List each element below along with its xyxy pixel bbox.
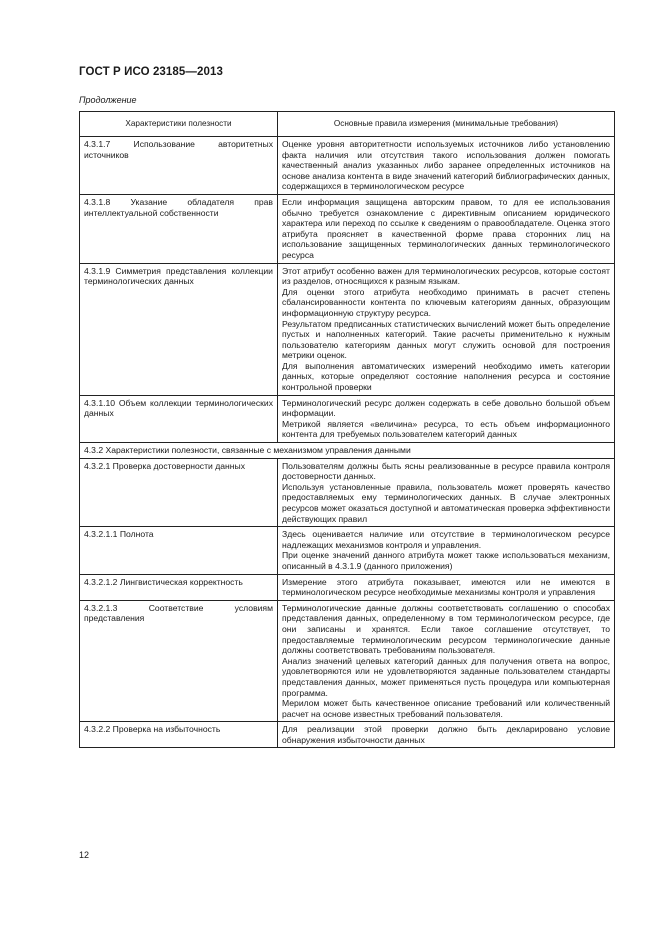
measurement-rule-cell bbox=[278, 395, 615, 442]
page-number: 12 bbox=[79, 850, 90, 860]
table-row bbox=[80, 194, 615, 263]
column-header: Основные правила измерения (минимальные требования) bbox=[278, 112, 615, 137]
table-row bbox=[80, 458, 615, 527]
rule-paragraph: Для реализации этой проверки должно быть декларировано условие обнаружения избыточности данных bbox=[282, 724, 610, 745]
table-row bbox=[80, 574, 615, 600]
table-row bbox=[80, 137, 615, 195]
characteristic-cell: 4.3.2.1.2 Лингвистическая корректность bbox=[80, 574, 278, 600]
characteristic-cell: 4.3.1.9 Симметрия представления коллекции терминологических данных bbox=[80, 263, 278, 395]
rule-paragraph: Мерилом может быть качественное описание требований или количественный расчет на основе известных требований пользователя. bbox=[282, 698, 610, 719]
rule-paragraph: Для выполнения автоматических измерений необходимо иметь категории данных, которые определяют состояние наполнения ресурса и состояние контрольной проверки bbox=[282, 360, 610, 393]
rule-paragraph: Для оценки этого атрибута необходимо принимать в расчет степень сбалансированности контента по ключевым категориям данных, образующим информационную структуру ресурса. bbox=[282, 286, 610, 318]
rule-paragraph: При оценке значений данного атрибута может также использоваться механизм, описанный в 4.3.1.9 (данного приложения) bbox=[282, 550, 610, 571]
column-header: Характеристики полезности bbox=[80, 112, 278, 137]
rule-paragraph: Метрикой является «величина» ресурса, то есть объем информационного контента для требуемых пользователем категорий данных bbox=[282, 418, 610, 440]
measurement-rule-cell bbox=[278, 194, 615, 263]
rule-paragraph: Этот атрибут особенно важен для терминологических ресурсов, которые состоят из разделов, относящихся к разным языкам. bbox=[282, 265, 610, 287]
measurement-rule-cell bbox=[278, 263, 615, 395]
usefulness-table bbox=[79, 111, 615, 748]
section-title: 4.3.2 Характеристики полезности, связанные с механизмом управления данными bbox=[80, 443, 615, 459]
continuation-label: Продолжение bbox=[79, 95, 137, 105]
document-header: ГОСТ Р ИСО 23185—2013 bbox=[79, 66, 224, 78]
measurement-rule-cell bbox=[278, 527, 615, 574]
table-row bbox=[80, 722, 615, 748]
section-row bbox=[80, 443, 615, 459]
rule-paragraph: Оценке уровня авторитетности используемых источников либо установлению факта наличия или отсутствия такого использования должен помогать качественный анализ указанных либо заранее определенных источников на основе анализа контента в виде значений категорий библиографических данных, содержащихся в терминологическом ресурсе bbox=[282, 139, 610, 192]
measurement-rule-cell bbox=[278, 574, 615, 600]
characteristic-cell: 4.3.1.10 Объем коллекции терминологических данных bbox=[80, 395, 278, 442]
table-row bbox=[80, 600, 615, 722]
characteristic-cell: 4.3.2.1 Проверка достоверности данных bbox=[80, 458, 278, 527]
characteristic-cell: 4.3.1.7 Использование авторитетных источников bbox=[80, 137, 278, 195]
measurement-rule-cell bbox=[278, 722, 615, 748]
rule-paragraph: Терминологические данные должны соответствовать соглашению о способах представления данных, определенному в том терминологическом ресурсе, где они записаны и хранятся. Если такое соглашение отсутствует, то предоставляемые терминологическим ресурсом терминологические данные должны соответствовать требованиям пользователя. bbox=[282, 602, 610, 656]
rule-paragraph: Используя установленные правила, пользователь может проверять качество предоставляемых ему терминологических данных. В случае электронных ресурсов может оказаться доступной и автоматическая проверка эффективности действующих правил bbox=[282, 481, 610, 524]
table-body bbox=[80, 137, 615, 748]
rule-paragraph: Терминологический ресурс должен содержать в себе довольно большой объем информации. bbox=[282, 397, 610, 419]
table-row bbox=[80, 527, 615, 574]
table-row bbox=[80, 263, 615, 395]
table-header-row bbox=[80, 112, 615, 137]
characteristic-cell: 4.3.2.2 Проверка на избыточность bbox=[80, 722, 278, 748]
table-row bbox=[80, 395, 615, 442]
measurement-rule-cell bbox=[278, 137, 615, 195]
rule-paragraph: Измерение этого атрибута показывает, имеются или не имеются в терминологическом ресурсе необходимые механизмы контроля и управления bbox=[282, 576, 610, 598]
characteristic-cell: 4.3.2.1.1 Полнота bbox=[80, 527, 278, 574]
rule-paragraph: Здесь оценивается наличие или отсутствие в терминологическом ресурсе надлежащих механизмов контроля и управления. bbox=[282, 529, 610, 550]
characteristic-cell: 4.3.2.1.3 Соответствие условиям представления bbox=[80, 600, 278, 722]
rule-paragraph: Если информация защищена авторским правом, то для ее использования обычно требуется ознакомление с директивным описанием юридического характера или переход по ссылке к сведениям о правообладателе. Оценка этого атрибута проясняет в качественной форме права сторонних лиц на использование защищенных терминологических данных терминологического ресурса bbox=[282, 196, 610, 260]
measurement-rule-cell bbox=[278, 458, 615, 527]
rule-paragraph: Пользователям должны быть ясны реализованные в ресурсе правила контроля достоверности данных. bbox=[282, 460, 610, 482]
measurement-rule-cell bbox=[278, 600, 615, 722]
characteristic-cell: 4.3.1.8 Указание обладателя прав интеллектуальной собственности bbox=[80, 194, 278, 263]
rule-paragraph: Результатом предписанных статистических вычислений может быть определение пустых и наполненных категорий. Такие расчеты применительно к нужным пользователю категориям данных могут служить основой для построения метрики оценок. bbox=[282, 318, 610, 361]
rule-paragraph: Анализ значений целевых категорий данных для получения ответа на вопрос, удовлетворяются или не удовлетворяются заданные пользователем стандарты представления данных, может применяться пусть процедура или компьютерная программа. bbox=[282, 655, 610, 698]
